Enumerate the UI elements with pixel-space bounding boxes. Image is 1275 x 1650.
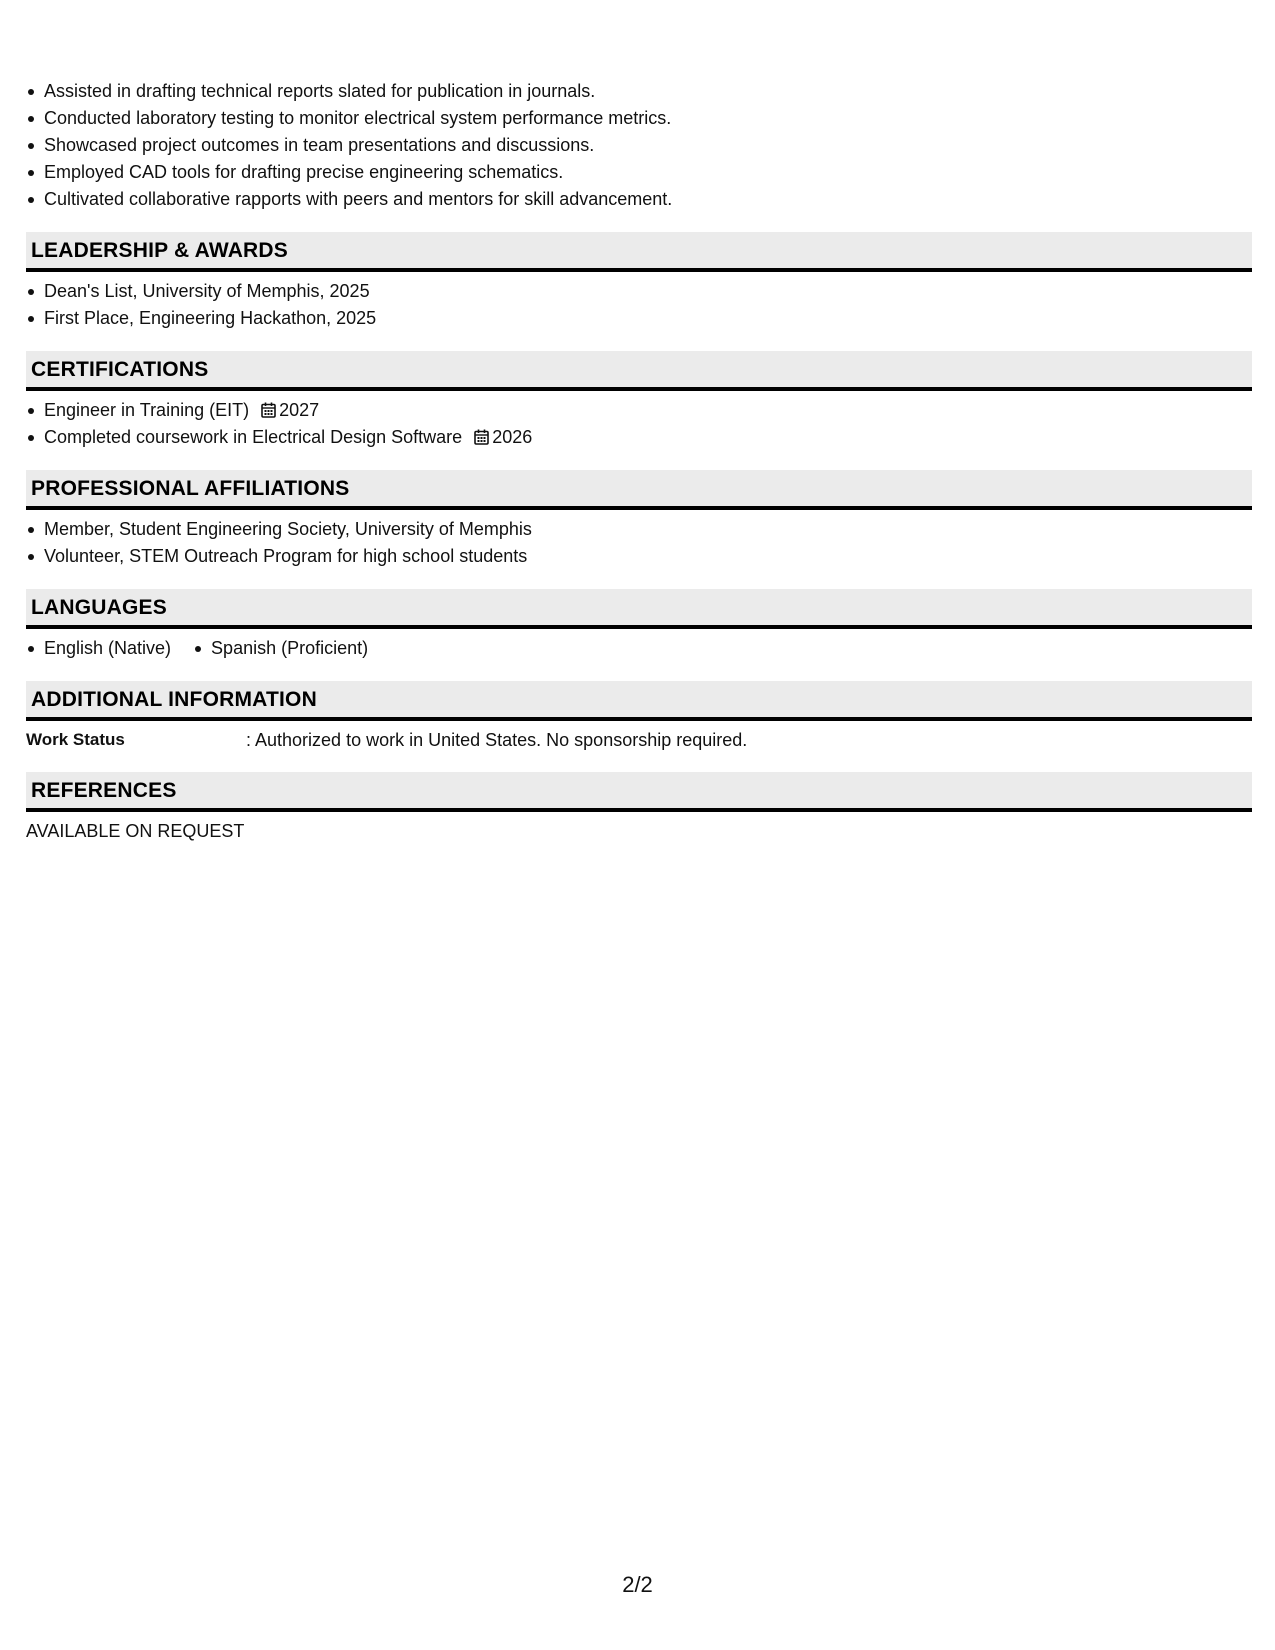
list-item: [44, 424, 1252, 451]
list-item: First Place, Engineering Hackathon, 2025: [44, 305, 1252, 332]
section-header-references: [26, 772, 1252, 812]
leadership-list: [26, 278, 1252, 332]
list-item: Cultivated collaborative rapports with peers and mentors for skill advancement.: [44, 186, 1252, 213]
list-item: Spanish (Proficient): [211, 635, 368, 662]
section-title: PROFESSIONAL AFFILIATIONS: [31, 477, 350, 500]
list-item: Assisted in drafting technical reports slated for publication in journals.: [44, 78, 1252, 105]
work-status-value: : Authorized to work in United States. No sponsorship required.: [246, 730, 748, 750]
section-header-affiliations: [26, 470, 1252, 510]
section-title: LANGUAGES: [31, 596, 167, 619]
work-status-label: Work Status: [26, 730, 125, 749]
calendar-icon: [261, 402, 276, 418]
section-title: LEADERSHIP & AWARDS: [31, 239, 288, 262]
list-item: Volunteer, STEM Outreach Program for high school students: [44, 543, 1252, 570]
list-item: Showcased project outcomes in team presentations and discussions.: [44, 132, 1252, 159]
list-item: Dean's List, University of Memphis, 2025: [44, 278, 1252, 305]
section-header-additional: [26, 681, 1252, 721]
experience-bullet-list: [26, 78, 1252, 213]
calendar-icon: [474, 429, 489, 445]
page-number: 2/2: [622, 1572, 653, 1597]
section-header-certifications: [26, 351, 1252, 391]
list-item: [44, 397, 1252, 424]
certifications-list: [26, 397, 1252, 451]
list-item: Employed CAD tools for drafting precise engineering schematics.: [44, 159, 1252, 186]
section-title: REFERENCES: [31, 779, 177, 802]
section-title: ADDITIONAL INFORMATION: [31, 688, 317, 711]
affiliations-list: [26, 516, 1252, 570]
certification-name: Engineer in Training (EIT): [44, 400, 250, 420]
section-title: CERTIFICATIONS: [31, 358, 209, 381]
certification-year: 2027: [279, 400, 320, 420]
certification-year: 2026: [492, 427, 533, 447]
list-item: Conducted laboratory testing to monitor electrical system performance metrics.: [44, 105, 1252, 132]
list-item: Member, Student Engineering Society, University of Memphis: [44, 516, 1252, 543]
references-text: AVAILABLE ON REQUEST: [26, 821, 245, 841]
work-status-row: [26, 727, 1252, 753]
section-header-languages: [26, 589, 1252, 629]
languages-list: [26, 635, 1252, 662]
certification-name: Completed coursework in Electrical Design Software: [44, 427, 463, 447]
resume-page: [26, 78, 1252, 844]
list-item: English (Native): [44, 635, 171, 662]
section-header-leadership: [26, 232, 1252, 272]
